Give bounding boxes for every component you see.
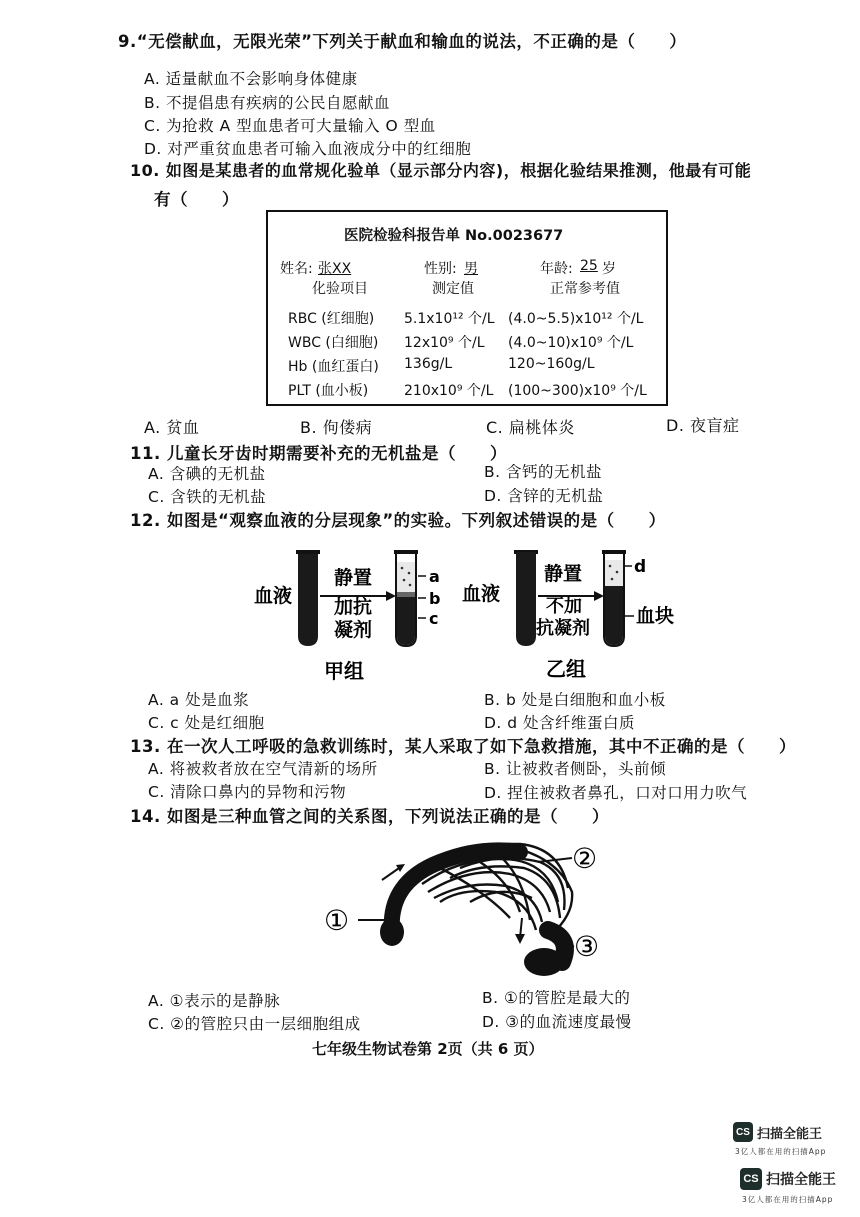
q12-option-a: A. a 处是血浆 [148, 691, 250, 709]
q12-option-d: D. d 处含纤维蛋白质 [484, 714, 636, 732]
scanner-watermark-2 [740, 1168, 836, 1190]
q13-option-a: A. 将被救者放在空气清新的场所 [148, 760, 378, 778]
q9-option-b: B. 不提倡患有疾病的公民自愿献血 [144, 94, 390, 112]
q11-option-a: A. 含碘的无机盐 [148, 465, 266, 483]
sex-label: 性别: [424, 261, 457, 277]
q12-option-b: B. b 处是白细胞和血小板 [484, 691, 666, 709]
right-arrow-bottom-label-2: 抗凝剂 [536, 618, 590, 639]
scanner-tagline-2: 3亿人都在用的扫描App [742, 1195, 834, 1204]
q10-stem-line2: 有（ ） [154, 190, 239, 209]
age-unit: 岁 [602, 261, 616, 277]
q9-option-c: C. 为抢救 A 型血患者可大量输入 O 型血 [144, 117, 436, 135]
col-item: 化验项目 [312, 281, 368, 297]
q12-stem: 12. 如图是“观察血液的分层现象”的实验。下列叙述错误的是（ ） [130, 511, 666, 530]
layer-a-label: a [429, 567, 440, 586]
q11-option-d: D. 含锌的无机盐 [484, 487, 604, 505]
name-label: 姓名: [280, 261, 313, 277]
q14-option-c: C. ②的管腔只由一层细胞组成 [148, 1015, 361, 1033]
left-arrowhead [386, 591, 396, 601]
q10-option-c: C. 扁桃体炎 [486, 418, 575, 437]
right-arrow-bottom-label-1: 不加 [546, 596, 582, 617]
q14-option-b: B. ①的管腔是最大的 [482, 989, 631, 1007]
row-measured: 12x10⁹ 个/L [404, 335, 485, 351]
q13-option-c: C. 清除口鼻内的异物和污物 [148, 783, 347, 801]
name-value: 张XX [318, 261, 352, 277]
lab-report [266, 210, 668, 406]
row-item: Hb (血红蛋白) [288, 359, 379, 375]
clot-label: 血块 [636, 605, 675, 627]
left-arrow-bottom-label-1: 加抗 [334, 596, 373, 618]
left-group-label: 甲组 [324, 659, 364, 683]
scanner-name: 扫描全能王 [766, 1172, 836, 1188]
age-label: 年龄: [540, 261, 573, 277]
q9-option-d: D. 对严重贫血患者可输入血液成分中的红细胞 [144, 140, 472, 158]
q13-option-b: B. 让被救者侧卧，头前倾 [484, 760, 666, 778]
row-reference: 120~160g/L [508, 356, 595, 372]
left-tube [296, 550, 320, 646]
row-reference: (4.0~10)x10⁹ 个/L [508, 335, 634, 351]
q10-option-a: A. 贫血 [144, 418, 200, 437]
row-item: PLT (血小板) [288, 383, 369, 399]
blood-vessel-figure [310, 822, 650, 987]
row-item: WBC (白细胞) [288, 335, 379, 351]
layer-b-label: b [429, 589, 441, 608]
col-measured: 测定值 [432, 281, 474, 297]
q11-option-c: C. 含铁的无机盐 [148, 488, 267, 506]
scanner-logo-icon: CS [740, 1168, 762, 1190]
q10-option-b: B. 佝偻病 [300, 418, 373, 437]
report-title: 医院检验科报告单 No.0023677 [344, 228, 564, 244]
q10-option-d: D. 夜盲症 [666, 416, 740, 435]
col-reference: 正常参考值 [550, 281, 620, 297]
left-arrow-top-label: 静置 [334, 567, 373, 589]
page-footer: 七年级生物试卷第 2页（共 6 页） [312, 1040, 544, 1058]
q10-stem-line1: 10. 如图是某患者的血常规化验单（显示部分内容)，根据化验结果推测，他最有可能 [130, 161, 752, 180]
age-value: 25 [580, 258, 598, 274]
left-blood-label: 血液 [254, 585, 293, 607]
row-measured: 5.1x10¹² 个/L [404, 311, 495, 327]
q14-stem: 14. 如图是三种血管之间的关系图，下列说法正确的是（ ） [130, 807, 609, 826]
left-arrow-bottom-label-2: 凝剂 [334, 619, 373, 641]
vessel-label-2: ② [572, 842, 598, 875]
q11-option-b: B. 含钙的无机盐 [484, 463, 602, 481]
scanner-logo-icon: CS [733, 1122, 753, 1142]
right-tube [514, 550, 538, 646]
row-measured: 210x10⁹ 个/L [404, 383, 494, 399]
vessel-label-3: ③ [574, 930, 600, 963]
blood-layering-figure [240, 540, 700, 690]
scanner-name: 扫描全能王 [757, 1126, 823, 1142]
row-reference: (100~300)x10⁹ 个/L [508, 383, 647, 399]
q12-option-c: C. c 处是红细胞 [148, 714, 265, 732]
q14-option-a: A. ①表示的是静脉 [148, 992, 281, 1010]
right-blood-label: 血液 [462, 583, 501, 605]
row-measured: 136g/L [404, 356, 453, 372]
scanner-watermark-1 [733, 1122, 822, 1142]
right-arrow-top-label: 静置 [544, 563, 583, 585]
layer-d-label: d [634, 557, 647, 577]
layered-tube [394, 550, 418, 646]
sex-value: 男 [464, 261, 478, 277]
q9-stem: 9.“无偿献血，无限光荣”下列关于献血和输血的说法，不正确的是（ ） [118, 32, 687, 51]
vessel-label-1: ① [324, 904, 350, 937]
clotted-tube [602, 550, 626, 646]
q11-stem: 11. 儿童长牙齿时期需要补充的无机盐是（ ） [130, 444, 507, 463]
row-item: RBC (红细胞) [288, 311, 375, 327]
q13-option-d: D. 捏住被救者鼻孔，口对口用力吹气 [484, 784, 748, 802]
right-arrowhead [594, 591, 604, 601]
q13-stem: 13. 在一次人工呼吸的急救训练时，某人采取了如下急救措施，其中不正确的是（ ） [130, 737, 796, 756]
row-reference: (4.0~5.5)x10¹² 个/L [508, 311, 644, 327]
right-group-label: 乙组 [546, 657, 586, 681]
q9-option-a: A. 适量献血不会影响身体健康 [144, 70, 358, 88]
scanner-tagline-1: 3亿人都在用的扫描App [735, 1147, 827, 1156]
q14-option-d: D. ③的血流速度最慢 [482, 1013, 632, 1031]
layer-c-label: c [429, 609, 439, 628]
